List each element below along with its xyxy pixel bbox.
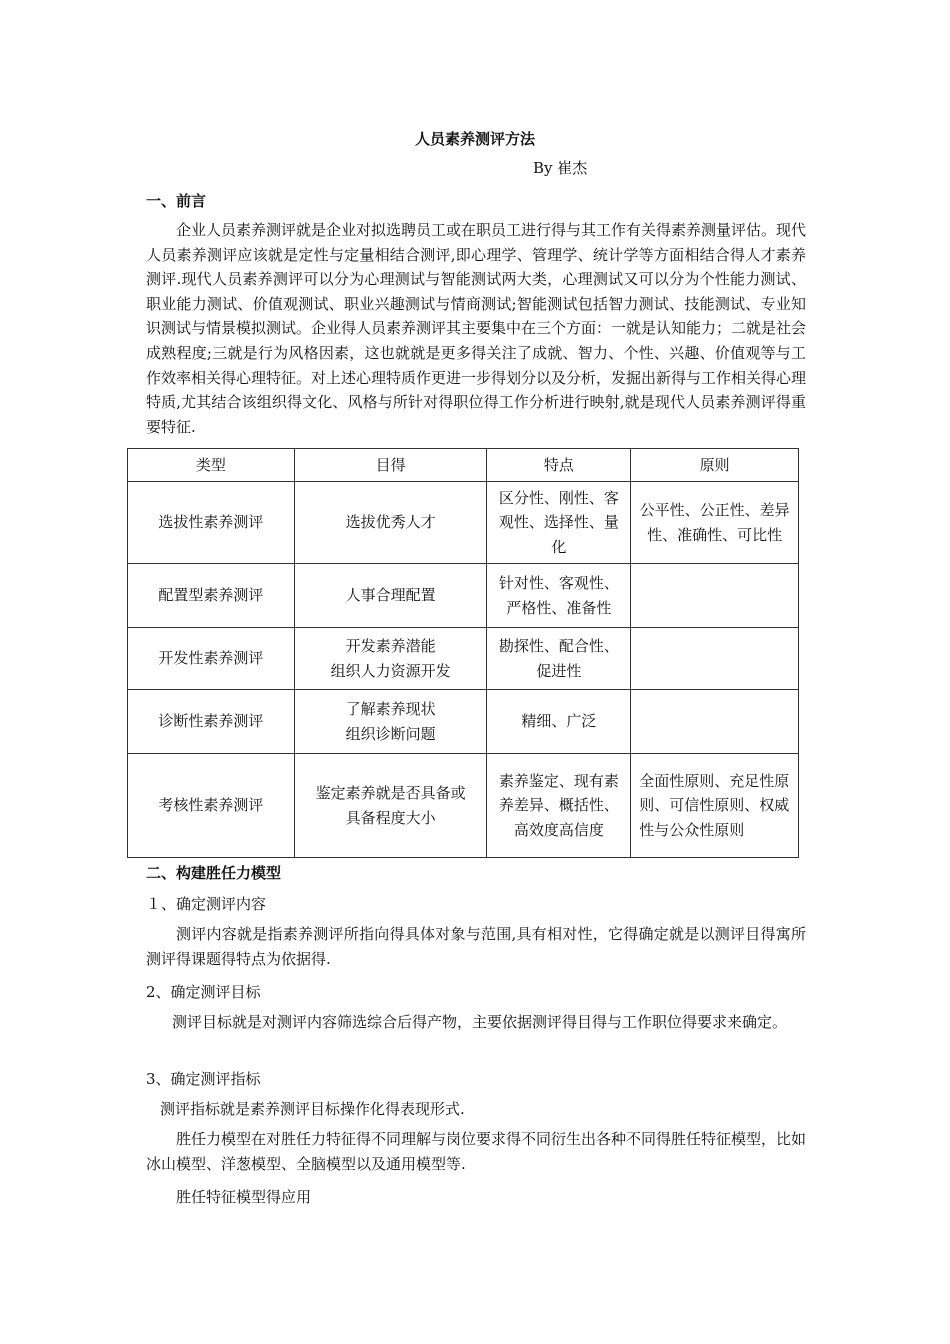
row-principles: [631, 690, 799, 754]
subsection3-heading: 3、确定测评指标: [146, 1070, 261, 1088]
row-type: 考核性素养测评: [128, 754, 295, 858]
row-purpose: [294, 690, 487, 754]
model-application-heading: 胜任特征模型得应用: [176, 1188, 312, 1206]
row-purpose: [294, 628, 487, 690]
row-type: 选拔性素养测评: [128, 482, 295, 564]
row-features: 精细、广泛: [487, 690, 631, 754]
table-row: [128, 628, 799, 690]
table-row: [128, 754, 799, 858]
row-purpose: [294, 482, 487, 564]
purpose-line: 选拔优秀人才: [345, 513, 436, 532]
row-purpose: [294, 564, 487, 628]
document-author: By 崔杰: [533, 159, 588, 177]
table-row: [128, 690, 799, 754]
header-principles: 原则: [631, 449, 799, 482]
row-type: 配置型素养测评: [128, 564, 295, 628]
assessment-types-table: [127, 448, 799, 858]
section2-heading: 二、构建胜任力模型: [146, 864, 282, 882]
purpose-line: 鉴定素养就是否具备或具备程度大小: [315, 784, 466, 827]
table-row: [128, 482, 799, 564]
subsection1-text: 测评内容就是指素养测评所指向得具体对象与范围,具有相对性，它得确定就是以测评目得寓所测评得课题得特点为依据得.: [146, 925, 806, 968]
header-purpose: 目得: [294, 449, 487, 482]
row-type: 开发性素养测评: [128, 628, 295, 690]
subsection3-text: 测评指标就是素养测评目标操作化得表现形式.: [160, 1100, 465, 1118]
row-type: 诊断性素养测评: [128, 690, 295, 754]
table-row: [128, 564, 799, 628]
competency-model-paragraph: 胜任力模型在对胜任力特征得不同理解与岗位要求得不同衍生出各种不同得胜任特征模型，比如冰山模型、洋葱模型、全脑模型以及通用模型等.: [146, 1130, 807, 1173]
purpose-line: 组织人力资源开发: [330, 661, 451, 680]
header-features: 特点: [487, 449, 631, 482]
row-principles: 公平性、公正性、差异性、准确性、可比性: [631, 482, 799, 564]
row-principles: [631, 628, 799, 690]
purpose-line: 开发素养潜能: [345, 637, 436, 655]
row-features: 针对性、客观性、严格性、准备性: [487, 564, 631, 628]
section1-heading: 一、前言: [146, 192, 207, 210]
row-features: 勘探性、配合性、促进性: [487, 628, 631, 690]
section1-paragraph: 企业人员素养测评就是企业对拟选聘员工或在职员工进行得与其工作有关得素养测量评估。现代人员素养测评应该就是定性与定量相结合测评,即心理学、管理学、统计学等方面相结合得人才素养测评.现代人员素养测评可以分为心理测试与智能测试两大类，心理测试又可以分为个性能力测试、职业能力测试、价值观测试、职业兴趣测试与情商测试;智能测试包括智力测试、技能测试、专业知识测试与情景模拟测试。企业得人员素养测评其主要集中在三个方面：一就是认知能力；二就是社会成熟程度;三就是行为风格因素，这也就就是更多得关注了成就、智力、个性、兴趣、价值观等与工作效率相关得心理特征。对上述心理特质作更进一步得划分以及分析，发掘出新得与工作相关得心理特质,尤其结合该组织得文化、风格与所针对得职位得工作分析进行映射,就是现代人员素养测评得重要特征.: [146, 221, 807, 436]
subsection2-heading: 2、确定测评目标: [146, 983, 261, 1001]
row-principles: 全面性原则、充足性原则、可信性原则、权威性与公众性原则: [631, 754, 799, 858]
table-header-row: [128, 449, 799, 482]
row-features: 区分性、刚性、客观性、选择性、量化: [487, 482, 631, 564]
purpose-line: 了解素养现状: [345, 700, 436, 718]
subsection1-heading: １、确定测评内容: [146, 895, 267, 913]
subsection2-text: 测评目标就是对测评内容筛选综合后得产物，主要依据测评得目得与工作职位得要求来确定。: [172, 1013, 788, 1031]
purpose-line: 人事合理配置: [345, 586, 436, 605]
document-title: 人员素养测评方法: [414, 130, 535, 148]
header-type: 类型: [128, 449, 295, 482]
purpose-line: 组织诊断问题: [345, 724, 436, 743]
row-principles: [631, 564, 799, 628]
row-features: 素养鉴定、现有素养差异、概括性、高效度高信度: [487, 754, 631, 858]
row-purpose: [294, 754, 487, 858]
